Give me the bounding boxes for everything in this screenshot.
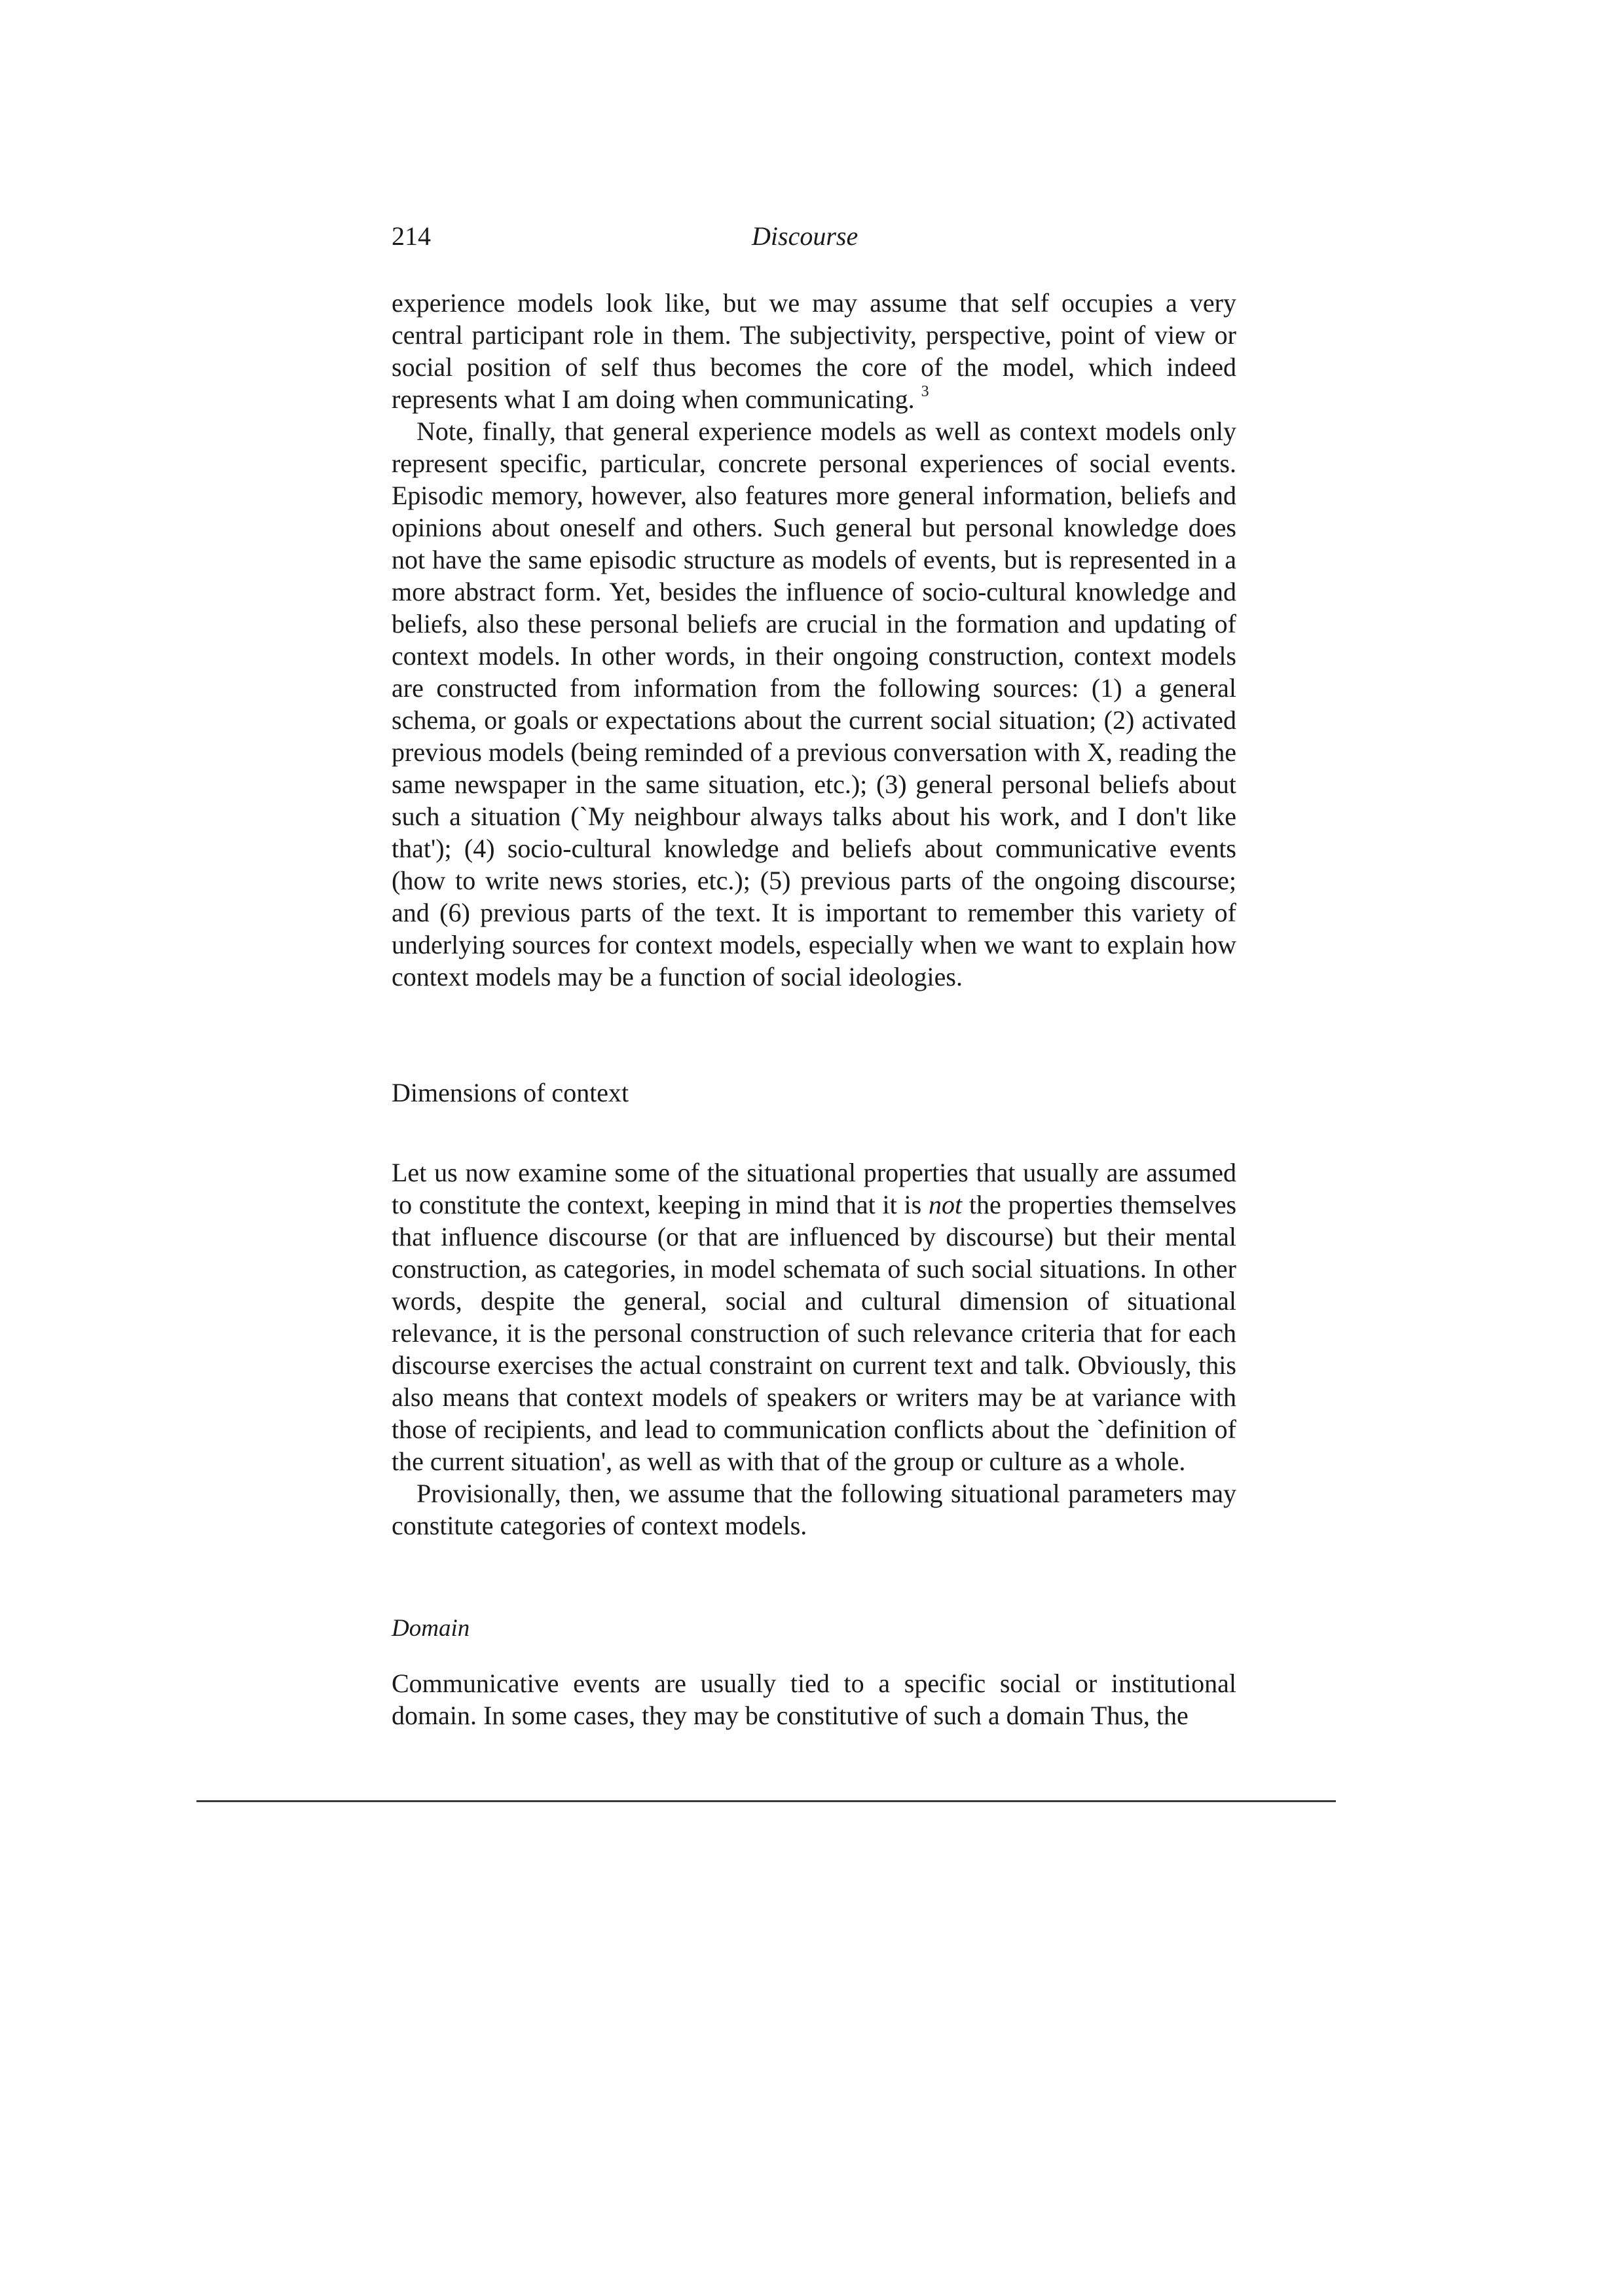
footnote-marker: 3 — [921, 383, 929, 400]
paragraph-text-start: Let us now examine some of the situational properties that usually are assumed to constitute the context, keeping in mind that it is — [392, 1158, 1236, 1219]
paragraph: Note, finally, that general experience models as well as context models only represent specific, particular, concrete personal experiences of social events. Episodic memory, however, also features more general information, beliefs and opinions about oneself and others. Such general but personal knowledge does not have the same episodic structure as models of events, but is represented in a more abstract form. Yet, besides the influence of socio-cultural knowledge and beliefs, also these personal beliefs are crucial in the formation and updating of context models. In other words, in their ongoing construction, context models are constructed from information from the following sources: (1) a general schema, or goals or expectations about the current social situation; (2) activated previous models (being reminded of a previous conversation with X, reading the same newspaper in the same situation, etc.); (3) general personal beliefs about such a situation (`My neighbour always talks about his work, and I don't like that'); (4) socio-cultural knowledge and beliefs about communicative events (how to write news stories, etc.); (5) previous parts of the ongoing discourse; and (6) previous parts of the text. It is important to remember this variety of underlying sources for context models, especially when we want to explain how context models may be a function of social ideologies. — [392, 416, 1236, 991]
paragraph: Provisionally, then, we assume that the following situational parameters may constitute categories of context models. — [392, 1479, 1236, 1540]
paragraph-text: experience models look like, but we may assume that self occupies a very central participant role in them. The subjectivity, perspective, point of view or social position of self thus becomes the core of the model, which indeed represents what I am doing when communicating. — [392, 288, 1236, 414]
paragraph — [392, 287, 1236, 415]
footer-rule — [196, 1800, 1336, 1802]
subsection-heading: Domain — [392, 1615, 470, 1642]
running-head: Discourse — [752, 221, 858, 251]
body-text-section-2 — [392, 1156, 1236, 1542]
section-heading: Dimensions of context — [392, 1078, 629, 1107]
body-text-section-1 — [392, 287, 1236, 993]
page-number: 214 — [392, 221, 431, 251]
body-text-section-3 — [392, 1667, 1236, 1731]
paragraph — [392, 1156, 1236, 1477]
emphasis: not — [928, 1190, 963, 1219]
paragraph: Communicative events are usually tied to a specific social or institutional domain. In some cases, they may be constitutive of such a domain Thus, the — [392, 1669, 1236, 1730]
paragraph-text-end: the properties themselves that influence discourse (or that are influenced by discourse) but their mental construction, as categories, in model schemata of such social situations. In other words, despite the general, social and cultural dimension of situational relevance, it is the personal construction of such relevance criteria that for each discourse exercises the actual constraint on current text and talk. Obviously, this also means that context models of speakers or writers may be at variance with those of recipients, and lead to communication conflicts about the `definition of the current situation', as well as with that of the group or culture as a whole. — [392, 1190, 1237, 1476]
